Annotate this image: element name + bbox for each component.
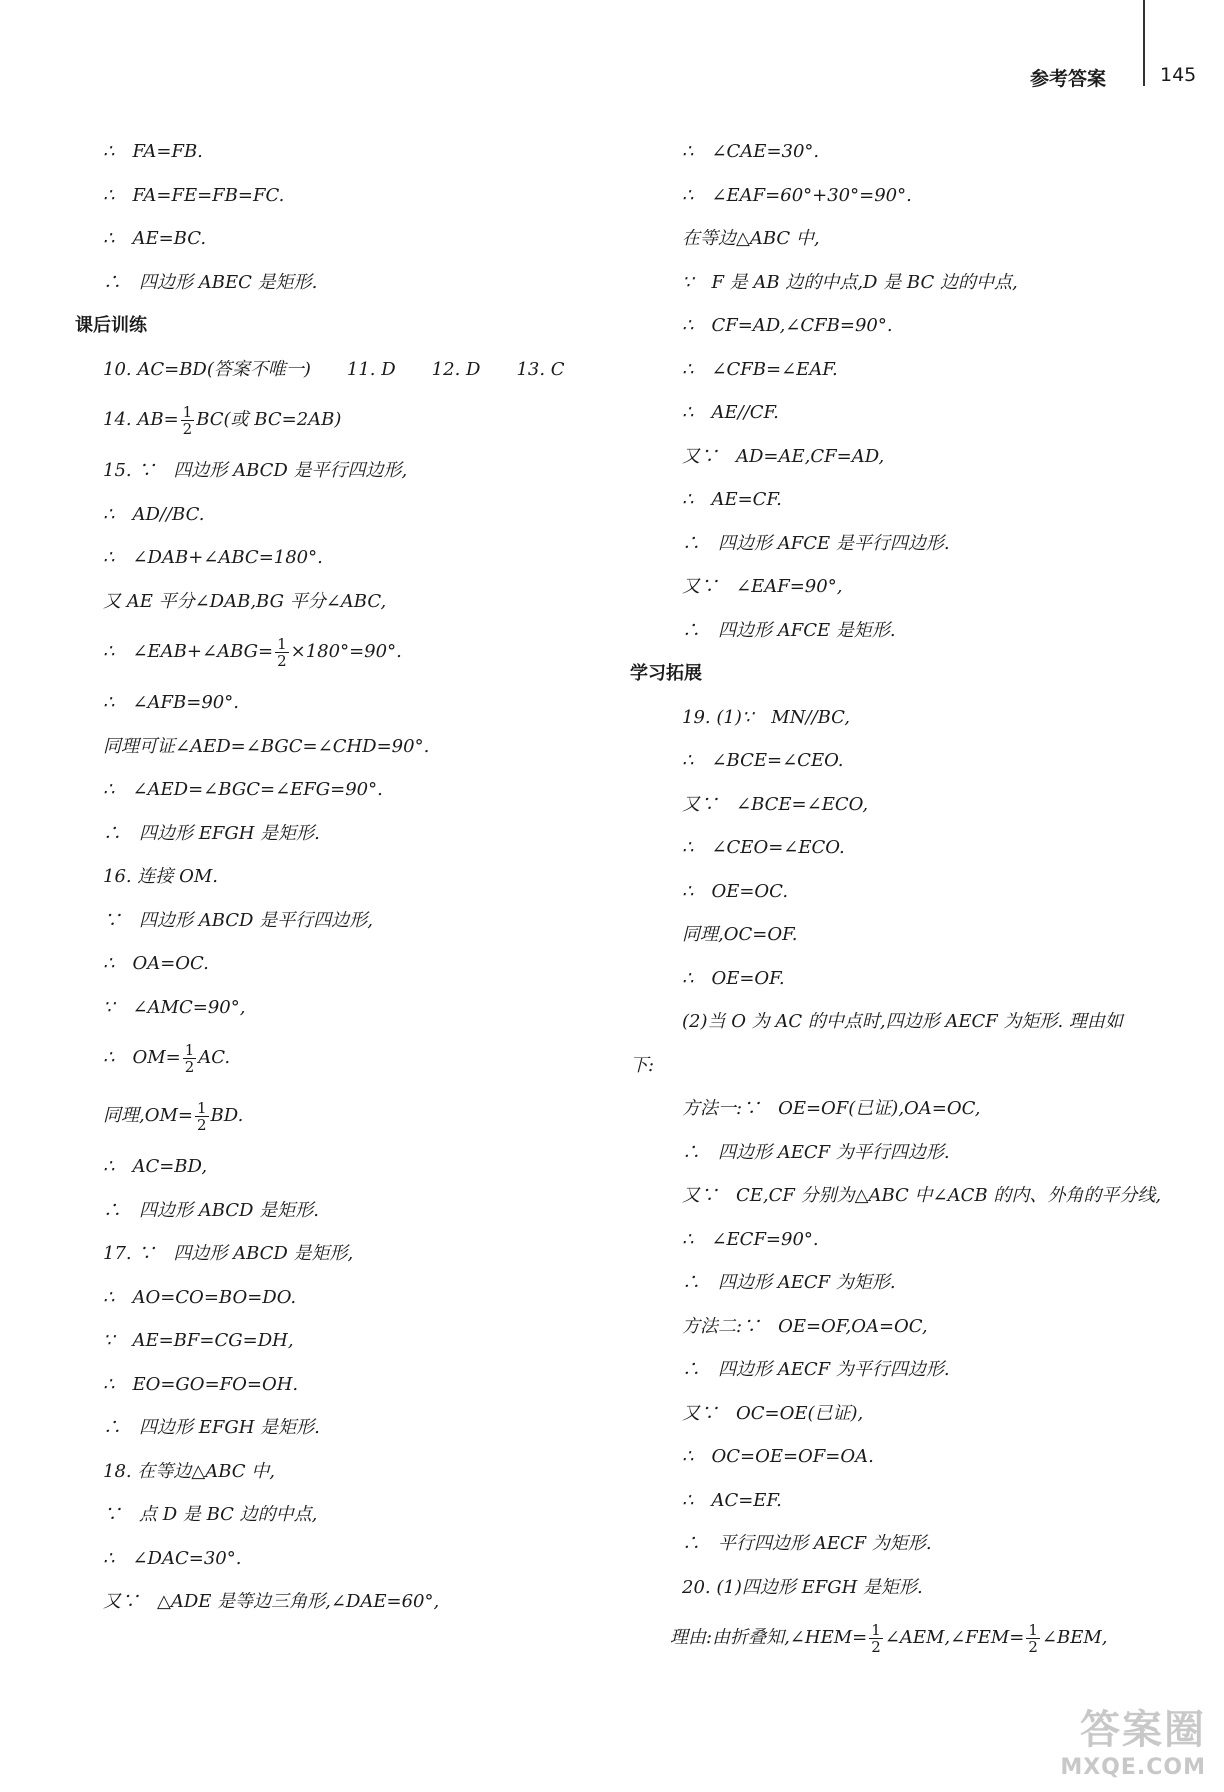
page-number: 145 <box>1160 64 1197 86</box>
numerator: 1 <box>277 634 287 653</box>
proof-line: 16. 连接 OM. <box>103 866 218 887</box>
right-column <box>630 130 1162 1667</box>
numerator: 1 <box>197 1098 207 1117</box>
proof-line: ∴ OC=OE=OF=OA. <box>682 1446 874 1467</box>
text-part: 14. AB= <box>103 409 179 430</box>
proof-line: ∴ 四边形 AFCE 是矩形. <box>682 619 896 641</box>
proof-line: 在等边△ABC 中, <box>682 228 820 249</box>
denominator: 2 <box>182 419 193 438</box>
numerator: 1 <box>871 1620 881 1639</box>
proof-line: 又∵ △ADE 是等边三角形,∠DAE=60°, <box>103 1591 440 1612</box>
watermark-url: MXQE.COM <box>1060 1755 1206 1780</box>
proof-line: ∴ FA=FE=FB=FC. <box>103 184 285 206</box>
left-column <box>75 130 595 1624</box>
proof-line: ∴ FA=FB. <box>103 141 203 162</box>
proof-line-fraction <box>75 1029 595 1087</box>
proof-line: 又∵ CE,CF 分别为△ABC 中∠ACB 的内、外角的平分线, <box>682 1185 1162 1206</box>
proof-line: 又∵ OC=OE(已证), <box>682 1402 864 1424</box>
proof-line: ∴ AC=EF. <box>682 1489 782 1511</box>
denominator: 2 <box>277 651 287 670</box>
proof-line: 19. (1)∵ MN//BC, <box>682 706 851 728</box>
proof-line: ∴ 四边形 AECF 为平行四边形. <box>682 1141 950 1163</box>
proof-line: ∴ ∠CAE=30°. <box>682 141 820 162</box>
proof-line: 方法一:∵ OE=OF(已证),OA=OC, <box>682 1098 981 1119</box>
proof-line: 17. ∵ 四边形 ABCD 是矩形, <box>103 1243 354 1264</box>
proof-line-fraction <box>75 623 595 681</box>
proof-line: ∴ 四边形 EFGH 是矩形. <box>103 822 320 844</box>
proof-line-fraction <box>75 1087 595 1145</box>
proof-line: ∴ ∠DAC=30°. <box>103 1547 242 1569</box>
text-part: ∠AEM,∠FEM= <box>884 1627 1025 1648</box>
proof-line: ∴ ∠EAF=60°+30°=90°. <box>682 184 912 206</box>
proof-line: ∴ EO=GO=FO=OH. <box>103 1373 299 1395</box>
proof-line: ∴ ∠BCE=∠CEO. <box>682 750 844 771</box>
proof-line: 又 AE 平分∠DAB,BG 平分∠ABC, <box>103 590 387 612</box>
proof-line: 又∵ ∠EAF=90°, <box>682 576 843 597</box>
proof-line: ∵ 四边形 ABCD 是平行四边形, <box>103 909 373 931</box>
text-part: AC. <box>198 1047 231 1068</box>
running-head: 参考答案 <box>1030 68 1107 90</box>
proof-paragraph: (2)当 O 为 AC 的中点时,四边形 AECF 为矩形. 理由如下: <box>630 1011 1123 1076</box>
text-part: 理由:由折叠知,∠HEM= <box>670 1627 868 1648</box>
proof-line: ∴ 平行四边形 AECF 为矩形. <box>682 1533 932 1554</box>
proof-line: ∴ 四边形 AFCE 是平行四边形. <box>682 532 950 554</box>
proof-line: 18. 在等边△ABC 中, <box>103 1460 275 1482</box>
proof-line: ∴ OE=OF. <box>682 967 785 989</box>
fraction <box>195 1100 209 1133</box>
proof-line: 又∵ AD=AE,CF=AD, <box>682 445 885 467</box>
text-part: ×180°=90°. <box>290 641 402 662</box>
proof-line: 又∵ ∠BCE=∠ECO, <box>682 793 869 815</box>
proof-line: ∴ ∠AFB=90°. <box>103 692 239 713</box>
proof-line: ∴ 四边形 EFGH 是矩形. <box>103 1417 320 1438</box>
answer-line: 10. AC=BD(答案不唯一) 11. D 12. D 13. C <box>103 358 565 380</box>
section-heading-homework: 课后训练 <box>75 315 147 336</box>
proof-line: ∵ 点 D 是 BC 边的中点, <box>103 1504 318 1525</box>
fraction <box>869 1622 883 1655</box>
denominator: 2 <box>197 1115 207 1134</box>
header-rule <box>1143 0 1145 86</box>
proof-line: ∴ ∠AED=∠BGC=∠EFG=90°. <box>103 779 383 800</box>
fraction <box>275 636 289 669</box>
text-part: BD. <box>210 1105 244 1126</box>
proof-line: ∴ CF=AD,∠CFB=90°. <box>682 315 893 336</box>
proof-line: ∴ 四边形 ABCD 是矩形. <box>103 1199 319 1221</box>
proof-line: ∴ OA=OC. <box>103 953 209 974</box>
text-part: 同理,OM= <box>103 1105 193 1126</box>
proof-line: ∴ ∠CFB=∠EAF. <box>682 358 838 380</box>
proof-line: 方法二:∵ OE=OF,OA=OC, <box>682 1315 928 1337</box>
proof-line: ∴ AE=BC. <box>103 228 207 249</box>
proof-line: ∴ OE=OC. <box>682 880 789 902</box>
proof-line: ∴ AE//CF. <box>682 402 779 423</box>
proof-line: ∵ AE=BF=CG=DH, <box>103 1330 294 1351</box>
proof-line: ∴ AC=BD, <box>103 1156 208 1177</box>
proof-line: ∴ AO=CO=BO=DO. <box>103 1286 297 1308</box>
fraction <box>1026 1622 1040 1655</box>
proof-line: ∵ F 是 AB 边的中点,D 是 BC 边的中点, <box>682 271 1018 293</box>
proof-line: ∴ AD//BC. <box>103 503 205 525</box>
proof-line: 同理可证∠AED=∠BGC=∠CHD=90°. <box>103 735 430 757</box>
numerator: 1 <box>1028 1620 1038 1639</box>
proof-line: ∵ ∠AMC=90°, <box>103 996 246 1018</box>
proof-line: ∴ ∠ECF=90°. <box>682 1228 819 1250</box>
numerator: 1 <box>184 1040 195 1059</box>
text-part: ∴ ∠EAB+∠ABG= <box>103 641 274 662</box>
proof-line-fraction <box>630 1609 1150 1667</box>
numerator: 1 <box>182 402 193 421</box>
fraction <box>181 404 195 437</box>
denominator: 2 <box>1028 1637 1038 1656</box>
text-part: ∴ OM= <box>103 1047 181 1068</box>
text-part: ∠BEM, <box>1041 1627 1108 1648</box>
text-part: BC(或 BC=2AB) <box>196 409 342 430</box>
proof-line: ∴ 四边形 AECF 为矩形. <box>682 1272 896 1293</box>
fraction <box>183 1042 197 1075</box>
watermark-logo: 答案圈 <box>1080 1707 1206 1753</box>
proof-line: ∴ AE=CF. <box>682 489 782 510</box>
denominator: 2 <box>184 1057 195 1076</box>
proof-line: ∴ 四边形 AECF 为平行四边形. <box>682 1359 950 1380</box>
watermark <box>1060 1698 1206 1780</box>
denominator: 2 <box>871 1637 881 1656</box>
section-heading-extension: 学习拓展 <box>630 663 702 684</box>
proof-line: 同理,OC=OF. <box>682 924 798 945</box>
proof-line: 15. ∵ 四边形 ABCD 是平行四边形, <box>103 460 408 481</box>
proof-line: 20. (1)四边形 EFGH 是矩形. <box>682 1576 923 1598</box>
answer-line-fraction <box>75 391 595 449</box>
proof-line: ∴ ∠DAB+∠ABC=180°. <box>103 547 323 568</box>
proof-line: ∴ ∠CEO=∠ECO. <box>682 837 845 858</box>
proof-line: ∴ 四边形 ABEC 是矩形. <box>103 271 318 293</box>
